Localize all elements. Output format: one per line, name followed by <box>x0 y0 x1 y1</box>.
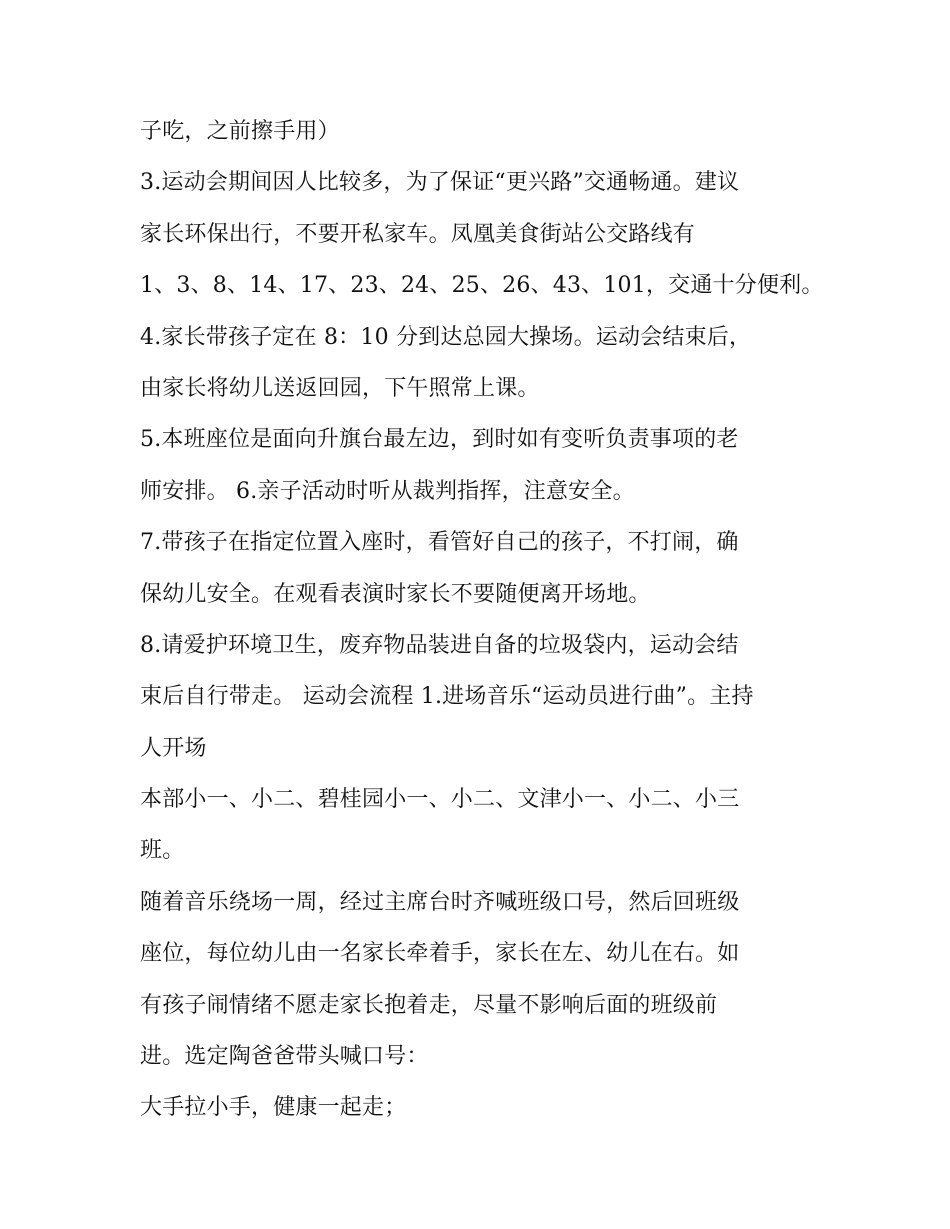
text-line: 由家长将幼儿送返回园，下午照常上课。 <box>140 375 540 401</box>
text-line: 8.请爱护环境卫生，废弃物品装进自备的垃圾袋内，运动会结 <box>140 632 739 658</box>
text-line: 束后自行带走。 运动会流程 1.进场音乐“运动员进行曲”。主持 <box>140 684 754 710</box>
text-line: 有孩子闹情绪不愿走家长抱着走，尽量不影响后面的班级前 <box>140 992 718 1018</box>
text-line: 4.家长带孩子定在 8：10 分到达总园大操场。运动会结束后， <box>140 324 752 350</box>
text-line: 7.带孩子在指定位置入座时，看管好自己的孩子，不打闹，确 <box>140 530 739 556</box>
text-line: 5.本班座位是面向升旗台最左边，到时如有变听负责事项的老 <box>140 427 739 453</box>
text-line: 大手拉小手，健康一起走； <box>140 1095 407 1121</box>
document-body <box>140 106 824 1134</box>
text-line: 进。选定陶爸爸带头喊口号： <box>140 1044 429 1070</box>
text-line: 子吃，之前擦手用） <box>140 119 340 144</box>
text-line: 人开场 <box>140 735 207 761</box>
text-line: 保幼儿安全。在观看表演时家长不要随便离开场地。 <box>140 581 651 607</box>
text-line: 家长环保出行，不要开私家车。凤凰美食街站公交路线有 <box>140 221 696 247</box>
text-line: 3.运动会期间因人比较多，为了保证“更兴路”交通畅通。建议 <box>140 170 740 196</box>
text-line: 班。 <box>140 838 185 864</box>
text-line: 1、3、8、14、17、23、24、25、26、43、101，交通十分便利。 <box>140 273 824 299</box>
text-line: 师安排。 6.亲子活动时听从裁判指挥，注意安全。 <box>140 478 635 504</box>
text-line: 座位，每位幼儿由一名家长牵着手，家长在左、幼儿在右。如 <box>140 941 740 967</box>
text-line: 本部小一、小二、碧桂园小一、小二、文津小一、小二、小三 <box>140 787 740 813</box>
text-line: 随着音乐绕场一周，经过主席台时齐喊班级口号，然后回班级 <box>140 889 740 915</box>
